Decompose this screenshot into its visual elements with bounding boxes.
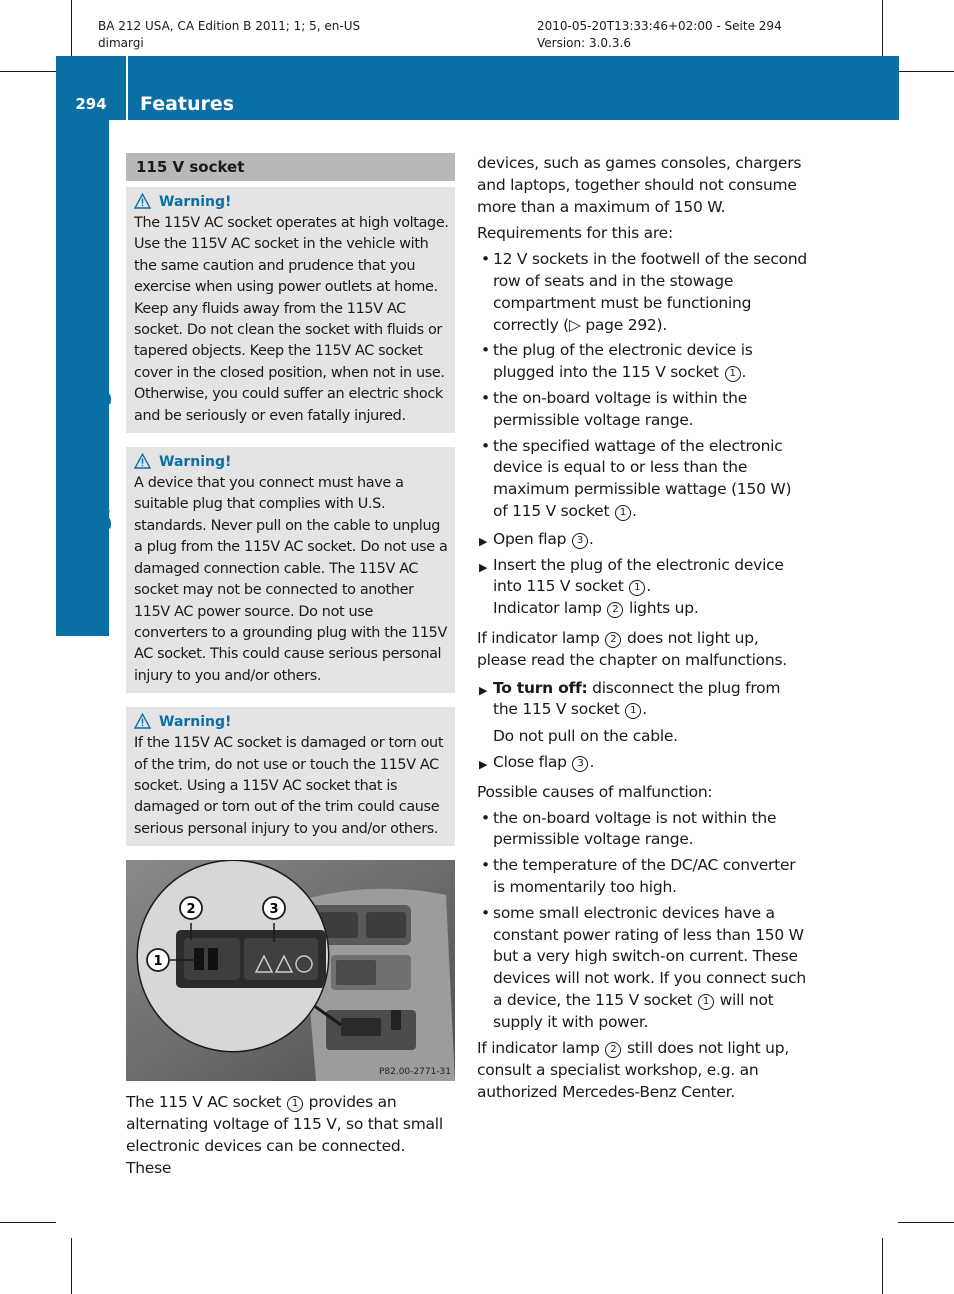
crop-mark [71, 1238, 72, 1294]
left-column [126, 153, 455, 1179]
warning-text: If the 115V AC socket is damaged or torn out of the trim, do not use or touch the 115V AC socket. Using a 115V AC socket that is damaged or torn out of the trim could cause serious personal injury to you and/or others. [134, 735, 444, 837]
ref-number: 2 [605, 1042, 621, 1058]
ref-number: 2 [605, 632, 621, 648]
ref-number: 3 [572, 533, 588, 549]
ref-number: 3 [572, 756, 588, 772]
ref-number: 1 [615, 505, 631, 521]
crop-mark [882, 1238, 883, 1294]
crop-mark [898, 1222, 954, 1223]
header-divider [126, 56, 128, 120]
final-paragraph: If indicator lamp 2 still does not light up, consult a specialist workshop, e.g. an authorized Mercedes-Benz Center. [477, 1039, 790, 1102]
warning-title [134, 191, 449, 213]
crop-mark [0, 1222, 56, 1223]
warning-title-text: Warning! [159, 714, 232, 731]
ref-number: 1 [287, 1096, 303, 1112]
meta-author: dimargi [98, 36, 144, 50]
meta-version: Version: 3.0.3.6 [537, 36, 631, 50]
warning-triangle-icon [134, 193, 151, 209]
print-meta-right [537, 18, 782, 52]
crop-mark [882, 0, 883, 56]
step-item: ▶ Insert the plug of the electronic device into 115 V socket 1 . [479, 555, 784, 596]
callout-3: 3 [269, 902, 279, 918]
intro-paragraph: The 115 V AC socket 1 provides an alternating voltage of 115 V, so that small electronic devices can be connected. These [126, 1093, 443, 1177]
lamp-note: If indicator lamp 2 does not light up, please read the chapter on malfunctions. [477, 628, 787, 669]
warning-text: A device that you connect must have a suitable plug that complies with U.S. standards. Never pull on the cable to unplug a plug from the 115V AC socket. Do not use a damaged connection cable. The 115V AC socket may not be connected to another 115V AC power source. Do not use converters to a grounding plug with the 115V AC socket. This could cause serious personal injury to you and/or others. [134, 475, 448, 684]
ref-number: 1 [625, 703, 641, 719]
step-item: ▶ Open flap 3 . [479, 529, 594, 548]
crop-mark [71, 0, 72, 56]
list-item: • 12 V sockets in the footwell of the second row of seats and in the stowage compartment must be functioning correctly (▷ page 292). [481, 250, 807, 334]
step-result: Indicator lamp 2 lights up. [493, 599, 699, 618]
callout-2: 2 [186, 902, 196, 918]
list-item: • the plug of the electronic device is plugged into the 115 V socket 1 . [481, 341, 753, 382]
meta-doc-id: BA 212 USA, CA Edition B 2011; 1; 5, en-US [98, 19, 361, 33]
warning-title [134, 711, 449, 733]
list-item: • the on-board voltage is not within the permissible voltage range. [481, 808, 777, 849]
crop-mark [0, 71, 56, 72]
right-column [477, 153, 809, 1104]
section-title: Features [140, 93, 235, 115]
figure-code: P82.00-2771-31 [378, 1067, 451, 1078]
warning-title [134, 451, 449, 473]
warning-box [126, 187, 455, 433]
warning-triangle-icon [134, 713, 151, 729]
header-band [56, 56, 899, 120]
socket-figure [126, 860, 455, 1081]
requirements-intro: Requirements for this are: [477, 224, 673, 243]
warning-text: The 115V AC socket operates at high voltage. Use the 115V AC socket in the vehicle with the same caution and prudence that you exercise when using power outlets at home. Keep any fluids away from the 115V AC socket. Do not clean the socket with fluids or tapered objects. Keep the 115V AC socket cover in the closed position, when not in use. Otherwise, you could suffer an electric shock and be seriously or even fatally injured. [134, 215, 449, 424]
list-item: • the on-board voltage is within the permissible voltage range. [481, 388, 747, 429]
crop-mark [898, 71, 954, 72]
ref-number: 1 [725, 366, 741, 382]
ref-number: 1 [629, 580, 645, 596]
socket-illustration [126, 860, 455, 1081]
warning-title-text: Warning! [159, 454, 232, 471]
list-item: • the temperature of the DC/AC converter is momentarily too high. [481, 856, 796, 896]
step-note: Do not pull on the cable. [493, 727, 678, 746]
list-item: • some small electronic devices have a constant power rating of less than 150 W but a very high switch-on current. These devices will not work. If you connect such a device, the 115 V socket 1 will not supply it with power. [481, 903, 806, 1031]
callout-1: 1 [153, 954, 163, 970]
list-item: • the specified wattage of the electronic device is equal to or less than the maximum permissible wattage (150 W) of 115 V socket 1 . [481, 436, 792, 520]
chapter-title: Loading, stowing and features [84, 208, 112, 622]
ref-number: 1 [698, 994, 714, 1010]
causes-intro: Possible causes of malfunction: [477, 782, 713, 801]
step-item: ▶ Close flap 3 . [479, 752, 595, 771]
warning-box [126, 447, 455, 693]
print-meta-left [98, 18, 360, 52]
meta-timestamp: 2010-05-20T13:33:46+02:00 - Seite 294 [537, 19, 782, 33]
continuation-paragraph: devices, such as games consoles, chargers and laptops, together should not consume more than a maximum of 150 W. [477, 154, 802, 216]
section-heading: 115 V socket [126, 153, 455, 181]
page-number: 294 [75, 95, 107, 113]
ref-number: 2 [607, 602, 623, 618]
step-item: ▶ To turn off: disconnect the plug from the 115 V socket 1 . [479, 678, 781, 719]
warning-triangle-icon [134, 453, 151, 469]
warning-box [126, 707, 455, 846]
warning-title-text: Warning! [159, 194, 232, 210]
